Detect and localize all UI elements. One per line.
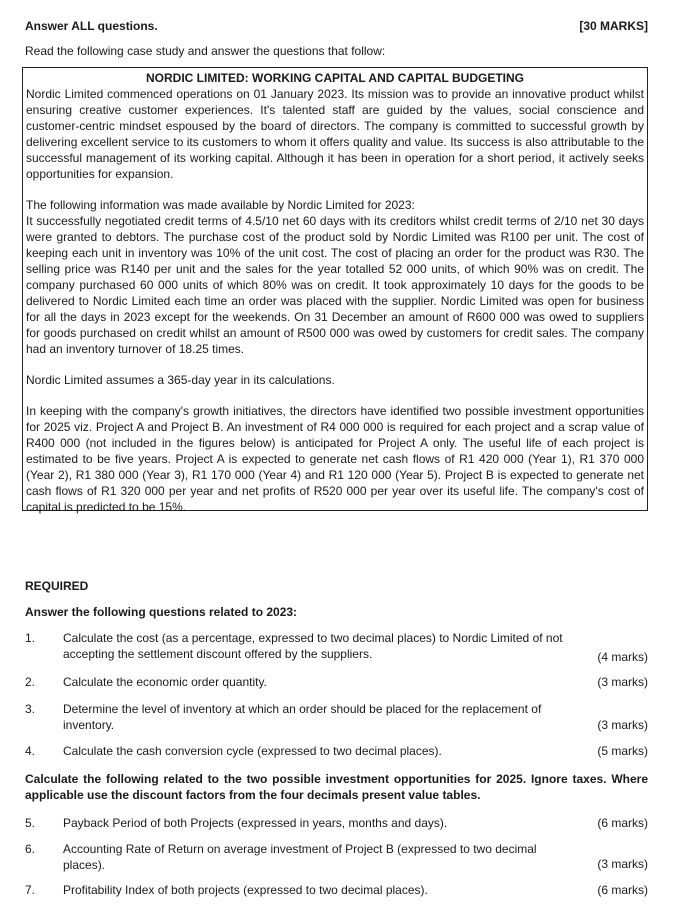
question-item	[25, 743, 648, 759]
question-text: Determine the level of inventory at which an order should be placed for the replacement of inventory.	[63, 702, 542, 732]
question-number: 6.	[25, 842, 36, 856]
question-marks: (4 marks)	[597, 650, 648, 664]
intro-text: Read the following case study and answer the questions that follow:	[25, 44, 386, 58]
questions-intro-2023: Answer the following questions related to 2023:	[25, 605, 298, 619]
question-number: 3.	[25, 702, 36, 716]
question-number: 4.	[25, 744, 36, 758]
question-marks: (3 marks)	[597, 675, 648, 689]
question-item	[25, 701, 648, 733]
case-study-title: NORDIC LIMITED: WORKING CAPITAL AND CAPITAL BUDGETING	[146, 71, 524, 85]
question-marks: (3 marks)	[597, 718, 648, 732]
question-item	[25, 674, 648, 690]
question-text: Payback Period of both Projects (expressed in years, months and days).	[63, 816, 448, 830]
header-row	[25, 18, 648, 34]
answer-all-instruction: Answer ALL questions.	[25, 19, 158, 33]
question-marks: (6 marks)	[597, 816, 648, 830]
total-marks: [30 MARKS]	[579, 19, 648, 33]
question-item	[25, 630, 648, 662]
case-paragraph: It successfully negotiated credit terms of 4.5/10 net 60 days with its creditors whilst credit terms of 2/10 net 30 days were granted to debtors. The purchase cost of the product sold by Nordic Limited was R100 per unit. The cost of keeping each unit in inventory was 10% of the unit cost. The cost of placing an order for the product was R30. The selling price was R140 per unit and the sales for the year totalled 52 000 units, of which 90% was on credit. The company purchased 60 000 units of which 80% was on credit. It took approximately 10 days for the goods to be delivered to Nordic Limited each time an order was placed with the supplier. Nordic Limited was open for business for all the days in 2023 except for the weekends. On 31 December an amount of R600 000 was owed to suppliers for goods purchased on credit whilst an amount of R500 000 was owed by customers for credit sales. The company had an inventory turnover of 18.25 times.	[26, 214, 644, 356]
question-text: Calculate the cash conversion cycle (expressed to two decimal places).	[63, 744, 442, 758]
question-text: Accounting Rate of Return on average investment of Project B (expressed to two decimal places).	[63, 842, 537, 872]
case-paragraph: In keeping with the company's growth initiatives, the directors have identified two possible investment opportunities for 2025 viz. Project A and Project B. An investment of R4 000 000 is required for each project and a scrap value of R400 000 (not included in the figures below) is anticipated for Project A only. The useful life of each project is estimated to be five years. Project A is expected to generate net cash flows of R1 420 000 (Year 1), R1 370 000 (Year 2), R1 380 000 (Year 3), R1 170 000 (Year 4) and R1 120 000 (Year 5). Project B is expected to generate net cash flows of R1 320 000 per year and net profits of R520 000 per year over its useful life. The company's cost of capital is predicted to be 15%.	[26, 404, 644, 514]
question-marks: (3 marks)	[597, 857, 648, 871]
question-item	[25, 882, 648, 898]
question-item	[25, 841, 648, 873]
question-text: Calculate the economic order quantity.	[63, 675, 267, 689]
question-number: 5.	[25, 816, 36, 830]
question-number: 1.	[25, 631, 36, 645]
question-marks: (5 marks)	[597, 744, 648, 758]
question-text: Profitability Index of both projects (expressed to two decimal places).	[63, 883, 428, 897]
question-item	[25, 815, 648, 831]
case-paragraph: Nordic Limited assumes a 365-day year in its calculations.	[26, 373, 335, 387]
instruction-2025: Calculate the following related to the two possible investment opportunities for 2025. Ignore taxes. Where applicable use the discount factors from the four decimals present value tables.	[25, 772, 648, 802]
case-study-box	[22, 67, 648, 514]
question-number: 7.	[25, 883, 36, 897]
case-paragraph: Nordic Limited commenced operations on 01 January 2023. Its mission was to provide an innovative product whilst ensuring creative customer experiences. It's talented staff are guided by the values, social conscience and customer-centric mindset espoused by the board of directors. The company is committed to successful growth by delivering excellent service to its customers to whom it offers quality and value. Its success is also attributable to the successful management of its working capital. Although it has been in operation for a short period, it actively seeks opportunities for expansion.	[26, 87, 644, 181]
question-number: 2.	[25, 675, 36, 689]
case-paragraph: The following information was made available by Nordic Limited for 2023:	[26, 198, 415, 212]
question-text: Calculate the cost (as a percentage, expressed to two decimal places) to Nordic Limited of not accepting the settlement discount offered by the suppliers.	[63, 631, 563, 661]
required-heading: REQUIRED	[25, 579, 89, 593]
question-marks: (6 marks)	[597, 883, 648, 897]
